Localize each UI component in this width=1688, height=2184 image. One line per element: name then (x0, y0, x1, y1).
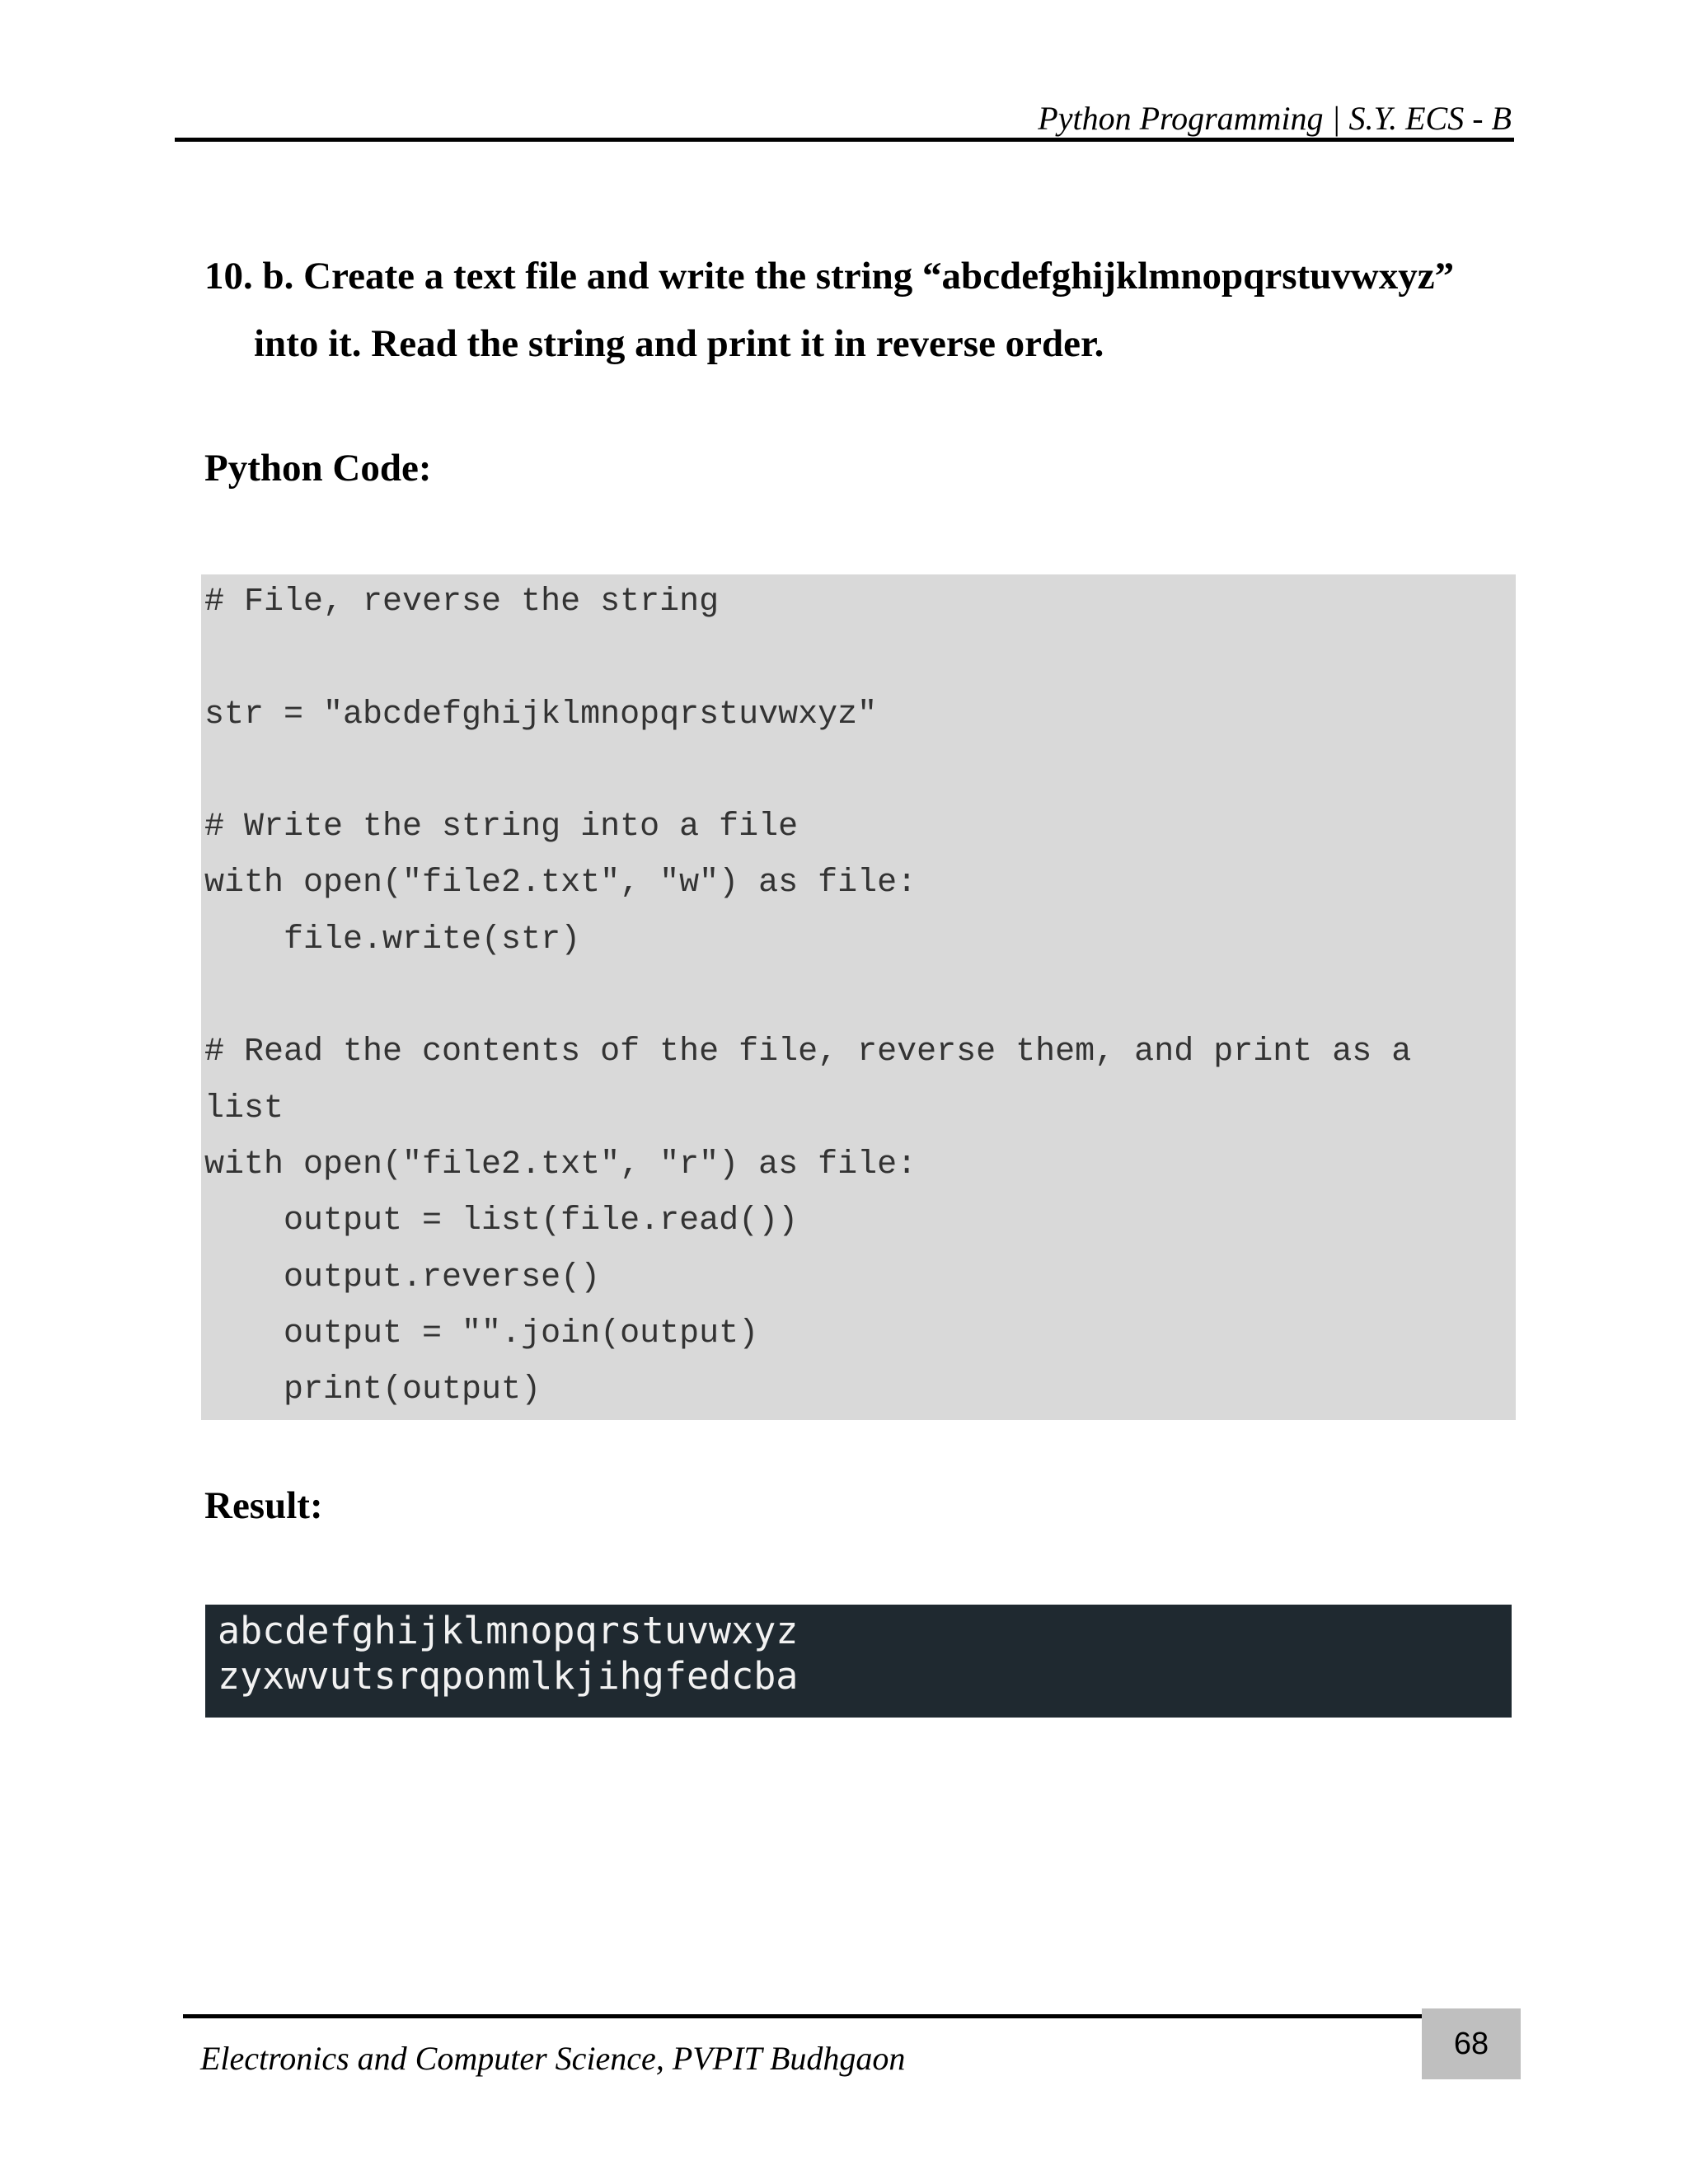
question-line-1: 10. b. Create a text file and write the string “abcdefghijklmnopqrstuvwxyz” (204, 255, 1455, 298)
footer-institution: Electronics and Computer Science, PVPIT Budhgaon (200, 2040, 906, 2077)
code-line (204, 968, 1516, 1024)
code-block (201, 574, 1516, 1420)
code-line: # Write the string into a file (204, 808, 799, 846)
code-line: # Read the contents of the file, reverse them, and print as a (204, 1033, 1412, 1071)
code-line: output = list(file.read()) (204, 1202, 799, 1240)
code-line: with open("file2.txt", "w") as file: (204, 865, 917, 902)
page-number: 68 (1453, 2026, 1489, 2061)
output-line: abcdefghijklmnopqrstuvwxyz (218, 1609, 799, 1652)
code-line: list (204, 1090, 284, 1127)
code-line: file.write(str) (204, 921, 581, 958)
code-line: with open("file2.txt", "r") as file: (204, 1146, 917, 1183)
code-line (204, 630, 1516, 687)
header-divider (175, 138, 1514, 142)
terminal-output (205, 1605, 1512, 1718)
footer-divider (183, 2014, 1512, 2018)
output-line: zyxwvutsrqponmlkjihgfedcba (218, 1654, 799, 1698)
question-line-2: into it. Read the string and print it in reverse order. (254, 322, 1104, 365)
code-line: output = "".join(output) (204, 1315, 759, 1352)
code-section-title: Python Code: (204, 447, 432, 490)
page-header-title: Python Programming | S.Y. ECS - B (1038, 100, 1512, 137)
code-line: str = "abcdefghijklmnopqrstuvwxyz" (204, 696, 878, 733)
code-line: print(output) (204, 1371, 542, 1409)
result-section-title: Result: (204, 1484, 323, 1527)
question-heading (204, 242, 1490, 377)
page-number-box (1422, 2008, 1521, 2079)
code-line: # File, reverse the string (204, 583, 720, 621)
code-line (204, 743, 1516, 799)
code-line: output.reverse() (204, 1258, 601, 1296)
